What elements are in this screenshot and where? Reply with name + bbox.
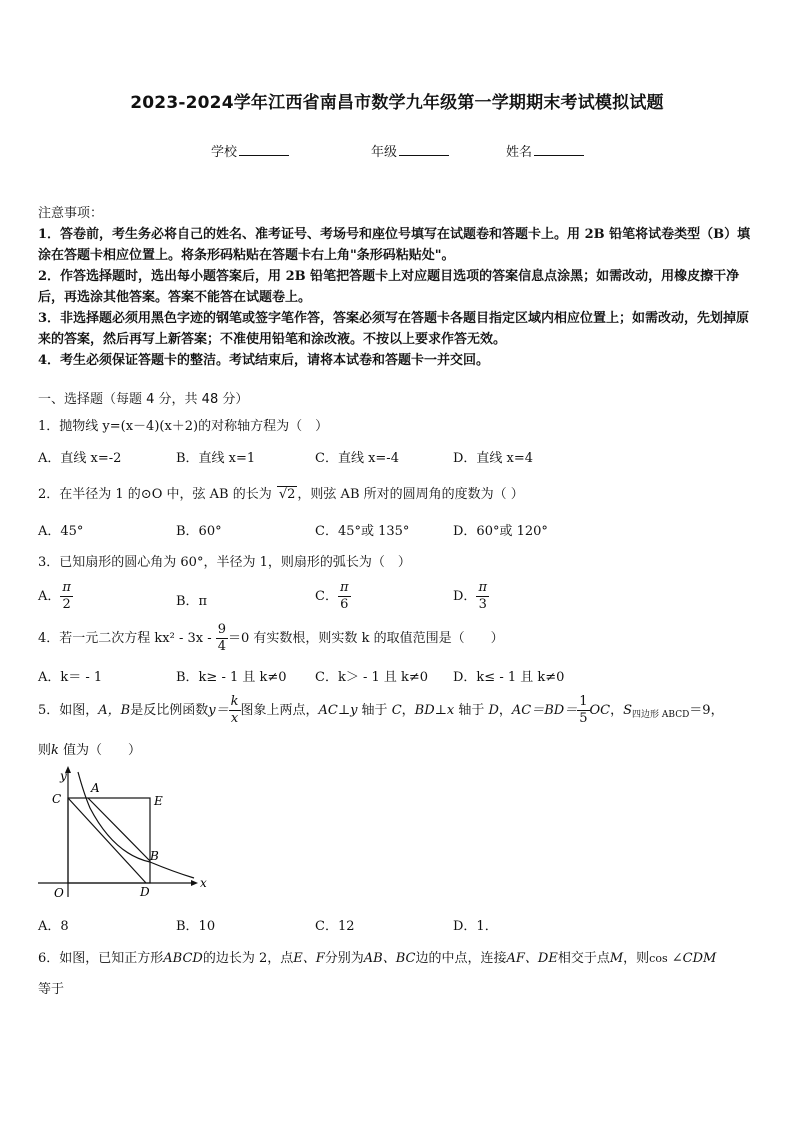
grade-field — [371, 141, 449, 160]
sqrt-argument: 2 — [287, 487, 296, 502]
q5-cond-ac-perp-y: AC⊥y — [318, 703, 358, 718]
question-6-stem — [38, 947, 716, 966]
q1-option-c: C．直线 x=-4 — [315, 451, 399, 466]
q5-area-subscript: 四边形 ABCD — [632, 710, 690, 720]
q5-k: k — [51, 743, 59, 758]
question-5-line-2 — [38, 739, 141, 758]
q3-option-c — [315, 580, 351, 613]
q2-option-a: A．45° — [38, 524, 84, 539]
q6-point-m: M — [609, 951, 624, 966]
instructions-header: 注意事项： — [38, 206, 104, 221]
q5-part: ， — [498, 703, 512, 718]
q6-lines-af-de: AF、DE — [506, 951, 558, 966]
q3-option-c-label: C． — [315, 589, 338, 604]
q6-part: 分别为 — [324, 951, 364, 966]
q4-stem-part-2: ＝0 有实数根，则实数 k 的取值范围是（ ） — [228, 631, 504, 646]
q6-square-abcd: ABCD — [163, 951, 203, 966]
q6-angle-cdm: ∠CDM — [671, 951, 717, 966]
school-blank — [239, 143, 289, 156]
q5-part: 5．如图， — [38, 703, 99, 718]
q4-option-b: B．k≥ - 1 且 k≠0 — [176, 670, 287, 685]
q5-part: 图象上两点， — [240, 703, 319, 718]
label-x: x — [200, 876, 207, 890]
student-info-row — [0, 141, 794, 161]
name-field — [506, 141, 584, 160]
q5-option-d: D．1． — [453, 919, 498, 934]
q3-option-a-fraction: $\frac{\pi}{2}$ — [62, 580, 71, 612]
q5-point-c: C — [391, 703, 402, 718]
q1-option-a: A．直线 x=-2 — [38, 451, 122, 466]
q5-oc: OC — [589, 703, 611, 718]
q5-option-b: B．10 — [176, 919, 216, 934]
q6-part: 的边长为 2，点 — [202, 951, 294, 966]
q2-option-c: C．45°或 135° — [315, 524, 410, 539]
q2-stem-part-2: ，则弦 AB 所对的圆周角的度数为（ ） — [297, 487, 524, 502]
q4-stem-part-1: 4．若一元二次方程 kx² - 3x - — [38, 631, 212, 646]
label-b: B — [150, 849, 159, 863]
q5-part: ， — [401, 703, 415, 718]
q5-one-fifth: $\frac{1}{5}$ — [579, 694, 588, 726]
exam-title: 2023-2024学年江西省南昌市数学九年级第一学期期末考试模拟试题 — [130, 93, 664, 113]
q6-part: 边的中点，连接 — [415, 951, 507, 966]
q3-option-d — [453, 580, 489, 613]
q3-option-d-label: D． — [453, 589, 477, 604]
q4-option-d: D．k≤ - 1 且 k≠0 — [453, 670, 565, 685]
q5-area-s: S — [623, 703, 633, 718]
q3-option-b: B．π — [176, 594, 208, 609]
q5-points-ab: A，B — [98, 703, 131, 718]
q5-point-d: D — [488, 703, 499, 718]
label-o: O — [54, 886, 64, 900]
q1-option-d: D．直线 x=4 — [453, 451, 534, 466]
q5-option-c: C．12 — [315, 919, 355, 934]
label-d: D — [140, 885, 150, 899]
school-label: 学校 — [211, 145, 238, 160]
instruction-item-2: 2．作答选择题时，选出每小题答案后，用 2B 铅笔把答题卡上对应题目选项的答案信息点涂黑；如需改动，用橡皮擦干净后，再选涂其他答案。答案不能答在试题卷上。 — [38, 269, 740, 305]
q5-part: 值为（ ） — [58, 743, 142, 758]
question-2-stem — [38, 483, 524, 502]
question-1-stem: 1．抛物线 y=(x－4)(x＋2)的对称轴方程为（ ） — [38, 419, 329, 434]
question-5-stem — [38, 694, 724, 727]
section-heading: 一、选择题（每题 4 分，共 48 分） — [38, 392, 249, 407]
q5-part: 轴于 — [454, 703, 489, 718]
x-axis-arrow — [191, 880, 198, 886]
q6-part: ，则 — [623, 951, 650, 966]
school-field — [211, 141, 289, 160]
q5-part: 轴于 — [357, 703, 392, 718]
instruction-item-4: 4．考生必须保证答题卡的整洁。考试结束后，请将本试卷和答题卡一并交回。 — [38, 353, 490, 368]
q4-option-a: A．k＝ - 1 — [38, 670, 103, 685]
q6-cos: cos — [649, 952, 668, 965]
q5-cond-ac-bd: AC＝BD＝ — [511, 703, 578, 718]
grade-label: 年级 — [371, 145, 398, 160]
q5-figure — [34, 764, 214, 904]
instruction-item-1: 1．答卷前，考生务必将自己的姓名、准考证号、考场号和座位号填写在试题卷和答题卡上。用 2B 铅笔将试卷类型（B）填涂在答题卡相应位置上。将条形码粘贴在答题卡右上角"条形码粘贴处"。 — [38, 227, 751, 263]
label-a: A — [91, 781, 100, 795]
q4-option-c: C．k＞ - 1 且 k≠0 — [315, 670, 429, 685]
q5-part: ， — [610, 703, 624, 718]
question-3-stem: 3．已知扇形的圆心角为 60°，半径为 1，则扇形的弧长为（ ） — [38, 555, 411, 570]
q5-cond-bd-perp-x: BD⊥x — [414, 703, 455, 718]
q5-y-equals: y＝ — [208, 703, 229, 718]
instructions — [38, 203, 760, 371]
q3-option-a — [38, 580, 73, 613]
question-4-stem — [38, 622, 504, 655]
q5-part: 是反比例函数 — [130, 703, 209, 718]
q2-option-d: D．60°或 120° — [453, 524, 548, 539]
q5-k-over-x: $\frac{k}{x}$ — [230, 694, 239, 726]
q5-part: 则 — [38, 743, 52, 758]
q6-points-ef: E、F — [293, 951, 325, 966]
q3-option-d-fraction: $\frac{\pi}{3}$ — [478, 580, 487, 612]
q6-sides-ab-bc: AB、BC — [363, 951, 416, 966]
q3-option-a-label: A． — [38, 589, 61, 604]
q2-option-b: B．60° — [176, 524, 222, 539]
question-6-line-2: 等于 — [38, 982, 65, 997]
segment-cd — [68, 798, 146, 883]
sqrt-symbol: √2 — [278, 487, 296, 502]
name-label: 姓名 — [506, 145, 533, 160]
label-c: C — [52, 792, 62, 806]
q1-option-b: B．直线 x=1 — [176, 451, 256, 466]
instruction-item-3: 3．非选择题必须用黑色字迹的钢笔或签字笔作答，答案必须写在答题卡各题目指定区域内相应位置上；如需改动，先划掉原来的答案，然后再写上新答案；不准使用铅笔和涂改液。不按以上要求作答无效。 — [38, 311, 750, 347]
q6-part: 相交于点 — [557, 951, 610, 966]
q2-stem-part-1: 2．在半径为 1 的⊙O 中，弦 AB 的长为 — [38, 487, 272, 502]
q5-option-a: A．8 — [38, 919, 69, 934]
q5-part: ＝9， — [689, 703, 724, 718]
grade-blank — [399, 143, 449, 156]
label-y: y — [60, 769, 67, 783]
q3-option-c-fraction: $\frac{\pi}{6}$ — [339, 580, 349, 612]
q6-part: 6．如图，已知正方形 — [38, 951, 164, 966]
name-blank — [534, 143, 584, 156]
label-e: E — [154, 794, 163, 808]
q4-fraction: $\frac{9}{4}$ — [217, 622, 227, 654]
